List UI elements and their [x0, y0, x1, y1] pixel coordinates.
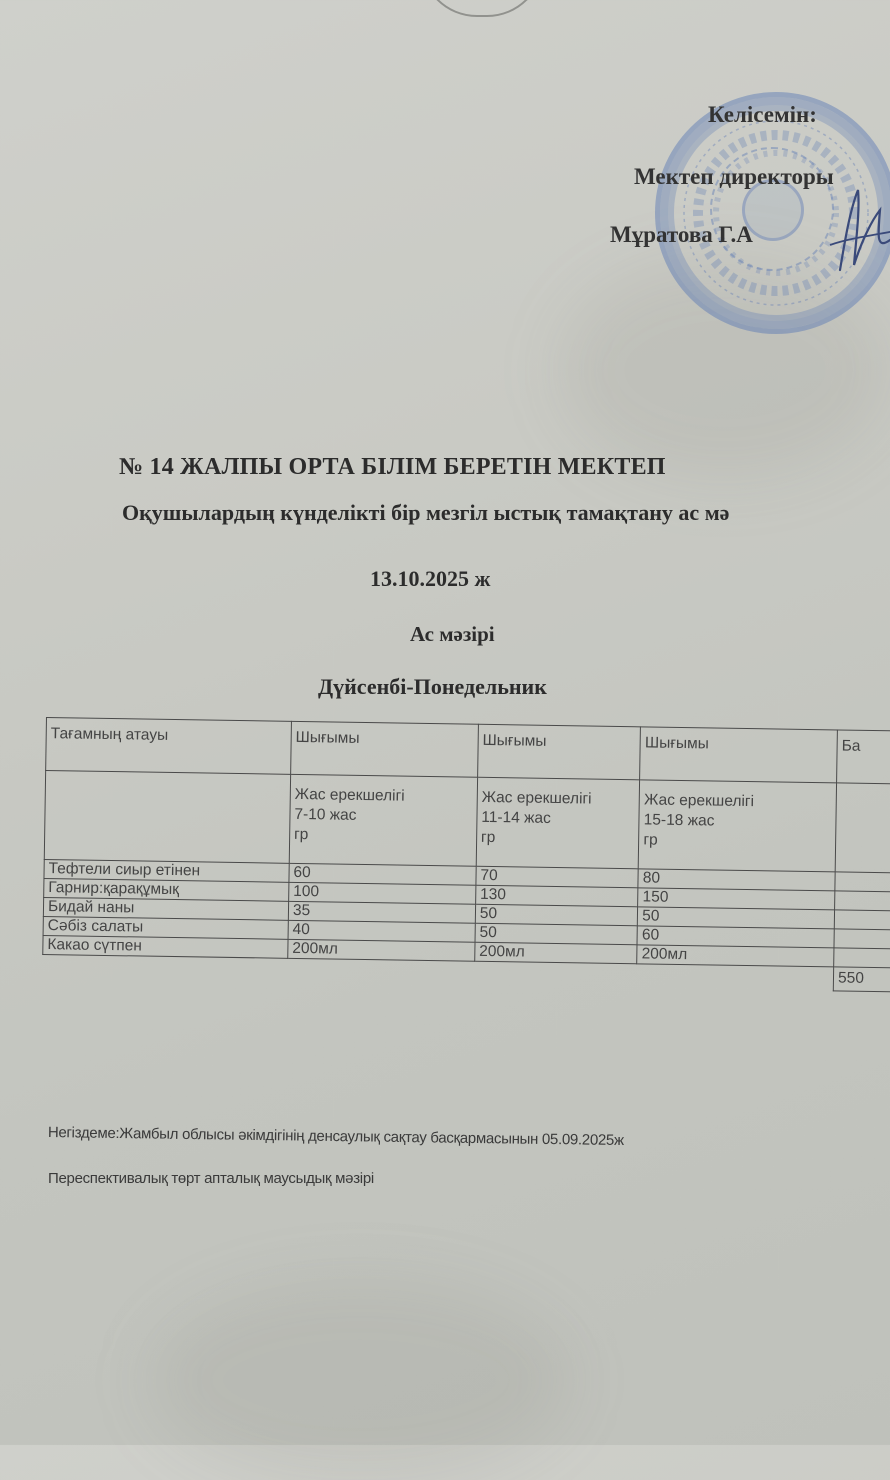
yield-11-14: 50	[475, 923, 638, 945]
edge-arc	[420, 0, 544, 17]
document-subtitle: Оқушылардың күнделікті бір мезгіл ыстық тамақтану ас мә	[122, 500, 730, 525]
yield-7-10: 40	[288, 920, 475, 942]
subheader-blank	[835, 783, 890, 873]
yield-15-18: 150	[638, 888, 835, 910]
yield-7-10: 200мл	[288, 939, 475, 961]
yield-15-18: 200мл	[637, 945, 834, 967]
subheader-age-15-18: Жас ерекшелігі 15-18 жас гр	[638, 780, 836, 872]
menu-title: Ас мәзірі	[410, 622, 495, 646]
menu-date: 13.10.2025 ж	[370, 566, 491, 591]
table-subheader-row	[44, 771, 890, 874]
header-yield: Шығымы	[291, 721, 479, 777]
price	[835, 891, 890, 911]
paper-shadow	[150, 1280, 570, 1480]
yield-11-14: 200мл	[475, 942, 638, 964]
approval-label: Келісемін:	[708, 102, 817, 127]
school-title: № 14 ЖАЛПЫ ОРТА БІЛІМ БЕРЕТІН МЕКТЕП	[119, 454, 666, 480]
dish-name: Бидай наны	[43, 897, 288, 920]
header-yield: Шығымы	[640, 727, 838, 783]
header-price: Ба	[837, 730, 890, 784]
yield-7-10: 35	[288, 901, 475, 923]
menu-note: Переспективалық төрт апталық маусыдық мәзірі	[48, 1170, 374, 1187]
yield-15-18: 80	[638, 869, 835, 891]
total-price: 550	[833, 967, 890, 992]
yield-7-10: 100	[289, 882, 476, 904]
dish-name: Тефтели сиыр етінен	[44, 859, 289, 882]
price	[834, 910, 890, 930]
subheader-age-11-14: Жас ерекшелігі 11-14 жас гр	[476, 777, 640, 869]
yield-15-18: 60	[637, 926, 834, 948]
price	[834, 929, 890, 949]
basis-note: Негіздеме:Жамбыл облысы әкімдігінің денсаулық сақтау басқармасынын 05.09.2025ж	[47, 1124, 624, 1150]
dish-name: Сәбіз салаты	[43, 916, 288, 939]
approval-name: Мұратова Г.А	[610, 222, 753, 247]
header-dish-name: Тағамның атауы	[46, 718, 292, 775]
dish-name: Какао сүтпен	[43, 935, 288, 958]
menu-day: Дүйсенбі-Понедельник	[318, 674, 547, 699]
price	[835, 872, 890, 892]
menu-table	[42, 717, 890, 993]
price	[834, 948, 890, 968]
yield-7-10: 60	[289, 863, 476, 885]
header-yield: Шығымы	[477, 724, 640, 780]
yield-15-18: 50	[638, 907, 835, 929]
approval-position: Мектеп директоры	[634, 164, 834, 189]
yield-11-14: 130	[475, 885, 638, 907]
subheader-blank	[44, 771, 290, 864]
dish-name: Гарнир:қарақұмық	[44, 878, 289, 901]
subheader-age-7-10: Жас ерекшелігі 7-10 жас гр	[289, 774, 477, 866]
yield-11-14: 70	[476, 866, 639, 888]
yield-11-14: 50	[475, 904, 638, 926]
